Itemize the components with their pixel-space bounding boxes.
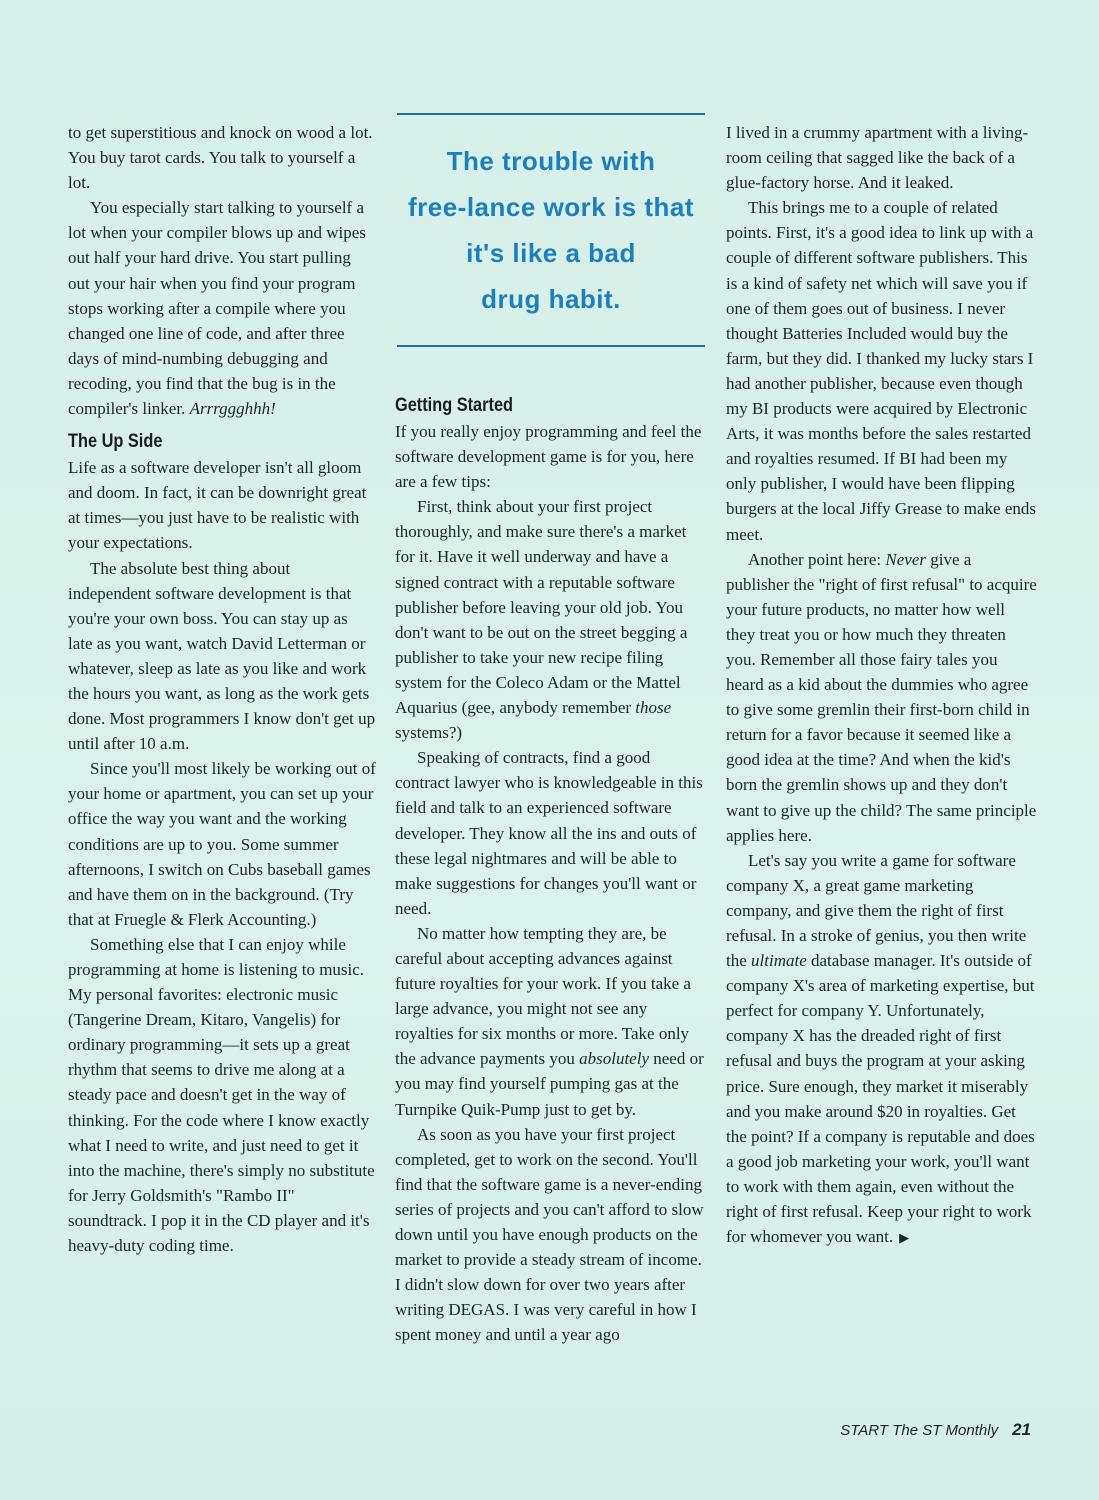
pull-quote-line: it's like a bad [466,238,636,268]
column-left [68,120,376,1258]
pull-quote [397,113,705,347]
paragraph: Something else that I can enjoy while programming at home is listening to music. My personal favorites: electronic music (Tangerine Dream, Kitaro, Vangelis) for ordinary programming—it sets up a great rhythm that seems to drive me along at a steady pace and doesn't get in the way of thinking. For the code where I know exactly what I need to write, and just need to get it into the machine, there's simply no substitute for Jerry Goldsmith's "Rambo II" soundtrack. I pop it in the CD player and it's heavy-duty coding time. [68,934,375,1256]
emphasis-text: Never [885,549,926,569]
paragraph: I lived in a crummy apartment with a living-room ceiling that sagged like the back of a glue-factory horse. And it leaked. [726,123,1029,193]
emphasis-text: absolutely [579,1049,649,1069]
paragraph-text: First, think about your first project thoroughly, and make sure there's a market for it. Have it well underway and have a signed contract with a reputable software publisher before leaving your old job. You don't want to be out on the street begging a publisher to take your new recipe filing system for the Coleco Adam or the Mattel Aquarius (gee, anybody remember [395,497,688,718]
pull-quote-line: free-lance work is that [407,192,695,222]
paragraph [68,195,376,421]
paragraph [726,547,1038,848]
end-of-article-icon: ▶ [899,1230,910,1246]
paragraph: Speaking of contracts, find a good contract lawyer who is knowledgeable in this field and talk to an experienced software developer. They know all the ins and outs of these legal nightmares and will be able to make suggestions for changes you'll want or need. [395,748,703,918]
emphasis-text: ultimate [751,951,807,971]
paragraph-text: database manager. It's outside of company X's area of marketing expertise, but perfect for company Y. Unfortunately, company X has the dreaded right of first refusal and buys the program at your asking price. Sure enough, they market it miserably and you make around $20 in royalties. Get the point? If a company is reputable and does a good job marketing your work, you'll want to work with them again, even without the right of first refusal. Keep your right to work for whomever you want. [726,951,1035,1247]
column-right [726,120,1038,1250]
paragraph-text: Let's say you write a game for software company X, a great game marketing company, and give them the right of first refusal. In a stroke of genius, you then write the [726,850,1027,971]
pull-quote-text [397,138,705,322]
page-footer [840,1420,1031,1440]
column-middle [395,393,705,1347]
emphasis-text: those [635,698,672,718]
paragraph: Since you'll most likely be working out of your home or apartment, you can set up your office the way you want and the working conditions are up to you. Some summer afternoons, I switch on Cubs baseball games and have them on in the background. (Try that at Fruegle & Flerk Accounting.) [68,759,376,929]
paragraph: Life as a software developer isn't all gloom and doom. In fact, it can be downright great at times—you just have to be realistic with your expectations. [68,458,367,553]
paragraph: If you really enjoy programming and feel the software development game is for you, here are a few tips: [395,422,702,492]
pull-quote-line: The trouble with [446,146,656,176]
paragraph: The absolute best thing about independent software development is that you're your own boss. You can stay up as late as you want, watch David Letterman or whatever, sleep as late as you like and work the hours you want, as long as the work gets done. Most programmers I know don't get up until after 10 a.m. [68,558,376,754]
section-heading-up-side: The Up Side [68,431,163,453]
paragraph: As soon as you have your first project completed, get to work on the second. You'll find that the software game is a never-ending series of projects and you can't afford to slow down until you have enough products on the market to provide a steady stream of income. I didn't slow down for over two years after writing DEGAS. I was very careful in how I spent money and until a year ago [395,1124,704,1345]
paragraph-text: systems?) [395,723,463,743]
paragraph-text: No matter how tempting they are, be careful about accepting advances against future royalties for your work. If you take a large advance, you might not see any royalties for six months or more. Take only the advance payments you [395,923,691,1069]
publication-name: START The ST Monthly [840,1422,999,1439]
emphasis-text: Arrrggghhh! [189,399,276,419]
paragraph-text: need or you may find yourself pumping gas at the Turnpike Quik-Pump just to get by. [395,1049,704,1119]
paragraph [395,494,705,745]
paragraph: This brings me to a couple of related points. First, it's a good idea to link up with a couple of different software publishers. This is a kind of safety net which will save you if one of them goes out of business. I never thought Batteries Included would buy the farm, but they did. I thanked my lucky stars I had another publisher, because even though my BI products were acquired by Electronic Arts, it was months before the sales restarted and royalties resumed. If BI had been my only publisher, I would have been flipping burgers at the local Jiffy Grease to make ends meet. [726,198,1036,544]
paragraph [726,848,1038,1251]
section-heading-getting-started: Getting Started [395,395,514,416]
paragraph-text: give a publisher the "right of first refusal" to acquire your future products, no matter how well they treat you or how much they threaten you. Remember all those fairy tales you heard as a kid about the dummies who agree to give some gremlin their first-born child in return for a favor because it seemed like a good idea at the time? And when the kid's born the gremlin shows up and they don't want to give up the child? The same principle applies here. [726,549,1037,845]
paragraph-text: You especially start talking to yourself a lot when your compiler blows up and wipes out half your hard drive. You start pulling out your hair when you find your program stops working after a compile where you changed one line of code, and after three days of mind-numbing debugging and recoding, you find that the bug is in the compiler's linker. [68,198,366,419]
pull-quote-line: drug habit. [481,284,621,314]
paragraph: to get superstitious and knock on wood a lot. You buy tarot cards. You talk to yourself a lot. [68,123,373,193]
paragraph [395,921,705,1122]
page-number: 21 [1012,1420,1031,1439]
paragraph-text: Another point here: [748,549,882,569]
